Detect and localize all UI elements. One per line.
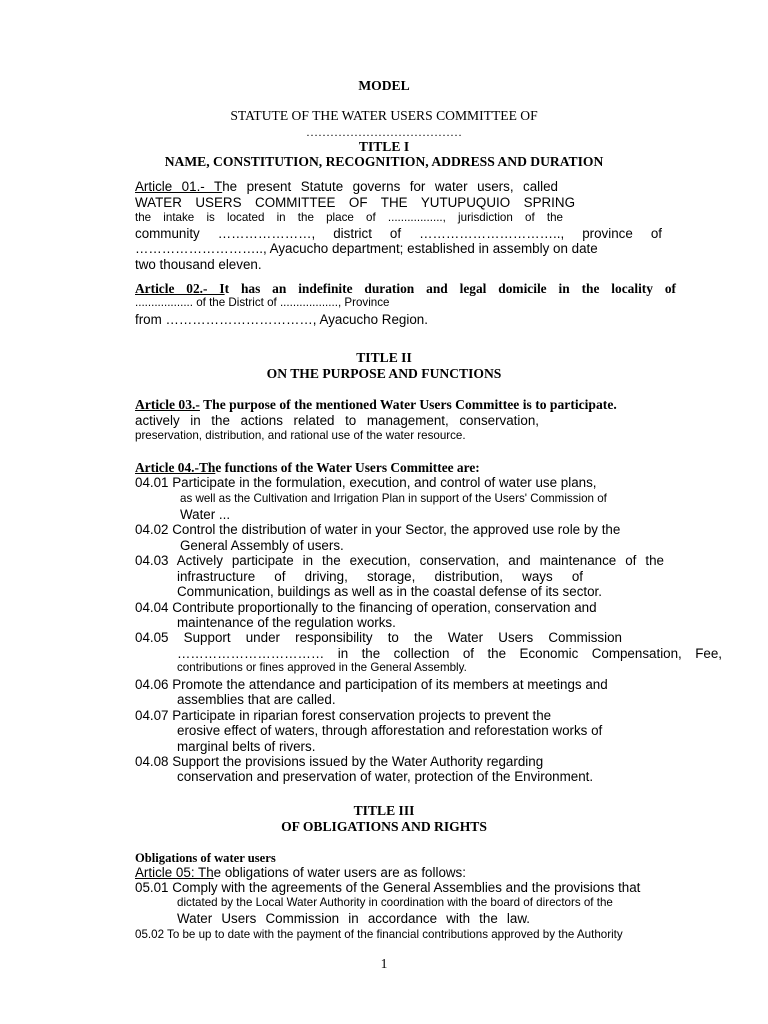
obligation-05-01: 05.01 Comply with the agreements of the General Assemblies and the provisions that (135, 880, 641, 895)
article-05-label: Article 05: Th (135, 865, 214, 880)
function-04-04: 04.04 Contribute proportionally to the financing of operation, conservation and (135, 600, 597, 615)
function-04-07-cont: marginal belts of rivers. (177, 739, 316, 754)
function-04-08-cont: conservation and preservation of water, protection of the Environment. (177, 769, 594, 784)
obligation-05-01-cont: dictated by the Local Water Authority in coordination with the board of directors of the (177, 896, 613, 909)
obligation-05-01-cont: Water Users Commission in accordance with the law. (177, 911, 530, 926)
function-04-03-cont: infrastructure of driving, storage, distribution, ways of (177, 569, 583, 584)
article-04-label: Article 04.-Th (135, 460, 216, 475)
title-2-heading: ON THE PURPOSE AND FUNCTIONS (266, 366, 502, 381)
function-04-06: 04.06 Promote the attendance and participation of its members at meetings and (135, 677, 608, 692)
function-04-03: 04.03 Actively participate in the execution, conservation, and maintenance of the (135, 553, 664, 568)
title-3-label: TITLE III (353, 803, 415, 818)
function-04-01-cont: Water ... (180, 507, 231, 522)
page-number: 1 (380, 956, 388, 971)
function-04-07-cont: erosive effect of waters, through afforestation and reforestation works of (177, 723, 603, 738)
article-02-line-1: Article 02.- It has an indefinite duration and legal domicile in the locality of (135, 281, 676, 296)
article-05-intro: Article 05: The obligations of water users are as follows: (135, 865, 466, 880)
function-04-05-cont: contributions or fines approved in the General Assembly. (177, 661, 467, 674)
title-1-label: TITLE I (358, 139, 410, 154)
article-02-line-2: .................. of the District of .................., Province (135, 296, 390, 309)
article-01-line-6: two thousand eleven. (135, 257, 262, 272)
article-04-intro: Article 04.-The functions of the Water Users Committee are: (135, 460, 480, 475)
article-01-line-3: the intake is located in the place of ................., jurisdiction of the (135, 211, 563, 224)
function-04-02-cont: General Assembly of users. (180, 538, 344, 553)
function-04-01: 04.01 Participate in the formulation, execution, and control of water use plans, (135, 475, 597, 490)
article-02-line-3: from ……………………………, Ayacucho Region. (135, 312, 428, 327)
article-02-label: Article 02.- I (135, 281, 225, 296)
article-01-line-5: ……………………….., Ayacucho department; established in assembly on date (135, 241, 598, 256)
article-01-line-1: Article 01.- The present Statute governs for water users, called (135, 179, 559, 194)
article-03-line-1: Article 03.- The purpose of the mentioned Water Users Committee is to participate. (135, 397, 617, 412)
function-04-03-cont: Communication, buildings as well as in the coastal defense of its sector. (177, 584, 603, 599)
function-04-05: 04.05 Support under responsibility to the Water Users Commission (135, 630, 622, 645)
article-01-line-4: community …………………, district of ………………………….., province of (135, 226, 662, 241)
article-03-line-3: preservation, distribution, and rational use of the water resource. (135, 429, 466, 442)
article-03-label: Article 03.- (135, 397, 200, 412)
article-01-line-2: WATER USERS COMMITTEE OF THE YUTUPUQUIO SPRING (135, 195, 575, 210)
function-04-06-cont: assemblies that are called. (177, 692, 336, 707)
function-04-04-cont: maintenance of the regulation works. (177, 615, 396, 630)
article-01-label: Article 01.- T (135, 179, 223, 194)
function-04-02: 04.02 Control the distribution of water in your Sector, the approved use role by the (135, 522, 621, 537)
function-04-05-cont: …………………………… in the collection of the Economic Compensation, Fee, (177, 646, 722, 661)
article-03-line-2: actively in the actions related to management, conservation, (135, 413, 539, 428)
function-04-01-cont: as well as the Cultivation and Irrigation Plan in support of the Users' Commission of (180, 492, 607, 505)
title-1-heading: NAME, CONSTITUTION, RECOGNITION, ADDRESS AND DURATION (164, 154, 604, 169)
function-04-07: 04.07 Participate in riparian forest conservation projects to prevent the (135, 708, 552, 723)
obligation-05-02: 05.02 To be up to date with the payment of the financial contributions approved by the Authority (135, 928, 623, 941)
title-3-heading: OF OBLIGATIONS AND RIGHTS (281, 819, 487, 834)
document-subtitle: STATUTE OF THE WATER USERS COMMITTEE OF (230, 108, 538, 123)
subtitle-blank: ………………………………… (306, 125, 462, 139)
obligations-heading: Obligations of water users (135, 851, 276, 865)
function-04-08: 04.08 Support the provisions issued by the Water Authority regarding (135, 754, 544, 769)
title-2-label: TITLE II (356, 350, 412, 365)
document-heading: MODEL (358, 78, 410, 93)
